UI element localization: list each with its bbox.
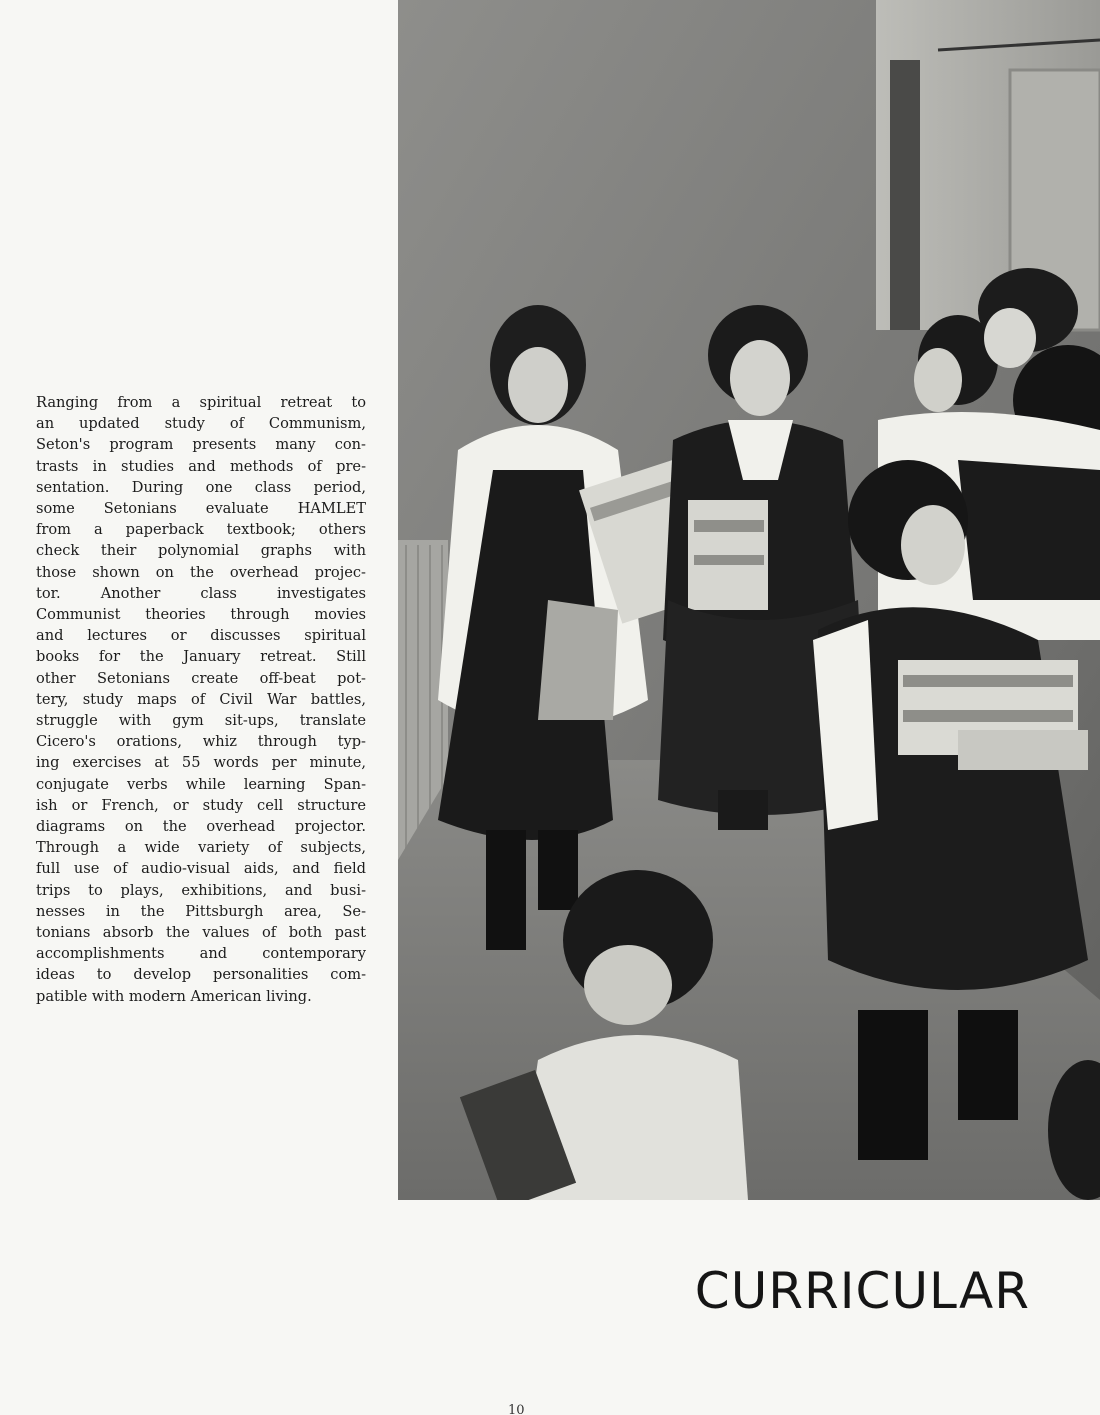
body-line: nesses in the Pittsburgh area, Se- — [36, 902, 366, 920]
body-line: other Setonians create off-beat pot- — [36, 669, 366, 687]
body-line: tor. Another class investigates — [36, 584, 366, 602]
body-line: tonians absorb the values of both past — [36, 924, 366, 942]
body-line: ing exercises at 55 words per minute, — [36, 754, 366, 772]
body-line: conjugate verbs while learning Span- — [36, 775, 366, 793]
body-line: patible with modern American living. — [36, 987, 312, 1005]
students-photo-illustration — [398, 0, 1100, 1200]
body-line: Through a wide variety of subjects, — [36, 839, 366, 857]
body-line: an updated study of Communism, — [36, 415, 366, 433]
body-line: tery, study maps of Civil War battles, — [36, 690, 366, 708]
body-line: from a paperback textbook; others — [36, 521, 366, 539]
body-line: ish or French, or study cell structure — [36, 796, 366, 814]
body-line: check their polynomial graphs with — [36, 542, 366, 560]
body-line: full use of audio-visual aids, and field — [36, 860, 366, 878]
body-line: those shown on the overhead projec- — [36, 563, 366, 581]
body-line: accomplishments and contemporary — [36, 945, 366, 963]
body-line: Communist theories through movies — [36, 606, 366, 624]
body-line: books for the January retreat. Still — [36, 648, 366, 666]
body-line: Ranging from a spiritual retreat to — [36, 394, 366, 411]
body-line: some Setonians evaluate HAMLET — [36, 500, 366, 518]
body-line: ideas to develop personalities com- — [36, 966, 366, 984]
body-line: trasts in studies and methods of pre- — [36, 457, 366, 475]
section-heading: CURRICULAR — [694, 1262, 1030, 1320]
body-line: Seton's program presents many con- — [36, 436, 366, 454]
body-line: trips to plays, exhibitions, and busi- — [36, 881, 366, 899]
body-line: diagrams on the overhead projector. — [36, 818, 366, 836]
body-line: sentation. During one class period, — [36, 478, 366, 496]
body-line: Cicero's orations, whiz through typ- — [36, 733, 366, 751]
body-line: and lectures or discusses spiritual — [36, 627, 366, 645]
page-number: 10 — [508, 1403, 525, 1415]
students-photo — [398, 0, 1100, 1200]
body-line: struggle with gym sit-ups, translate — [36, 712, 366, 730]
body-paragraph — [36, 392, 366, 1007]
